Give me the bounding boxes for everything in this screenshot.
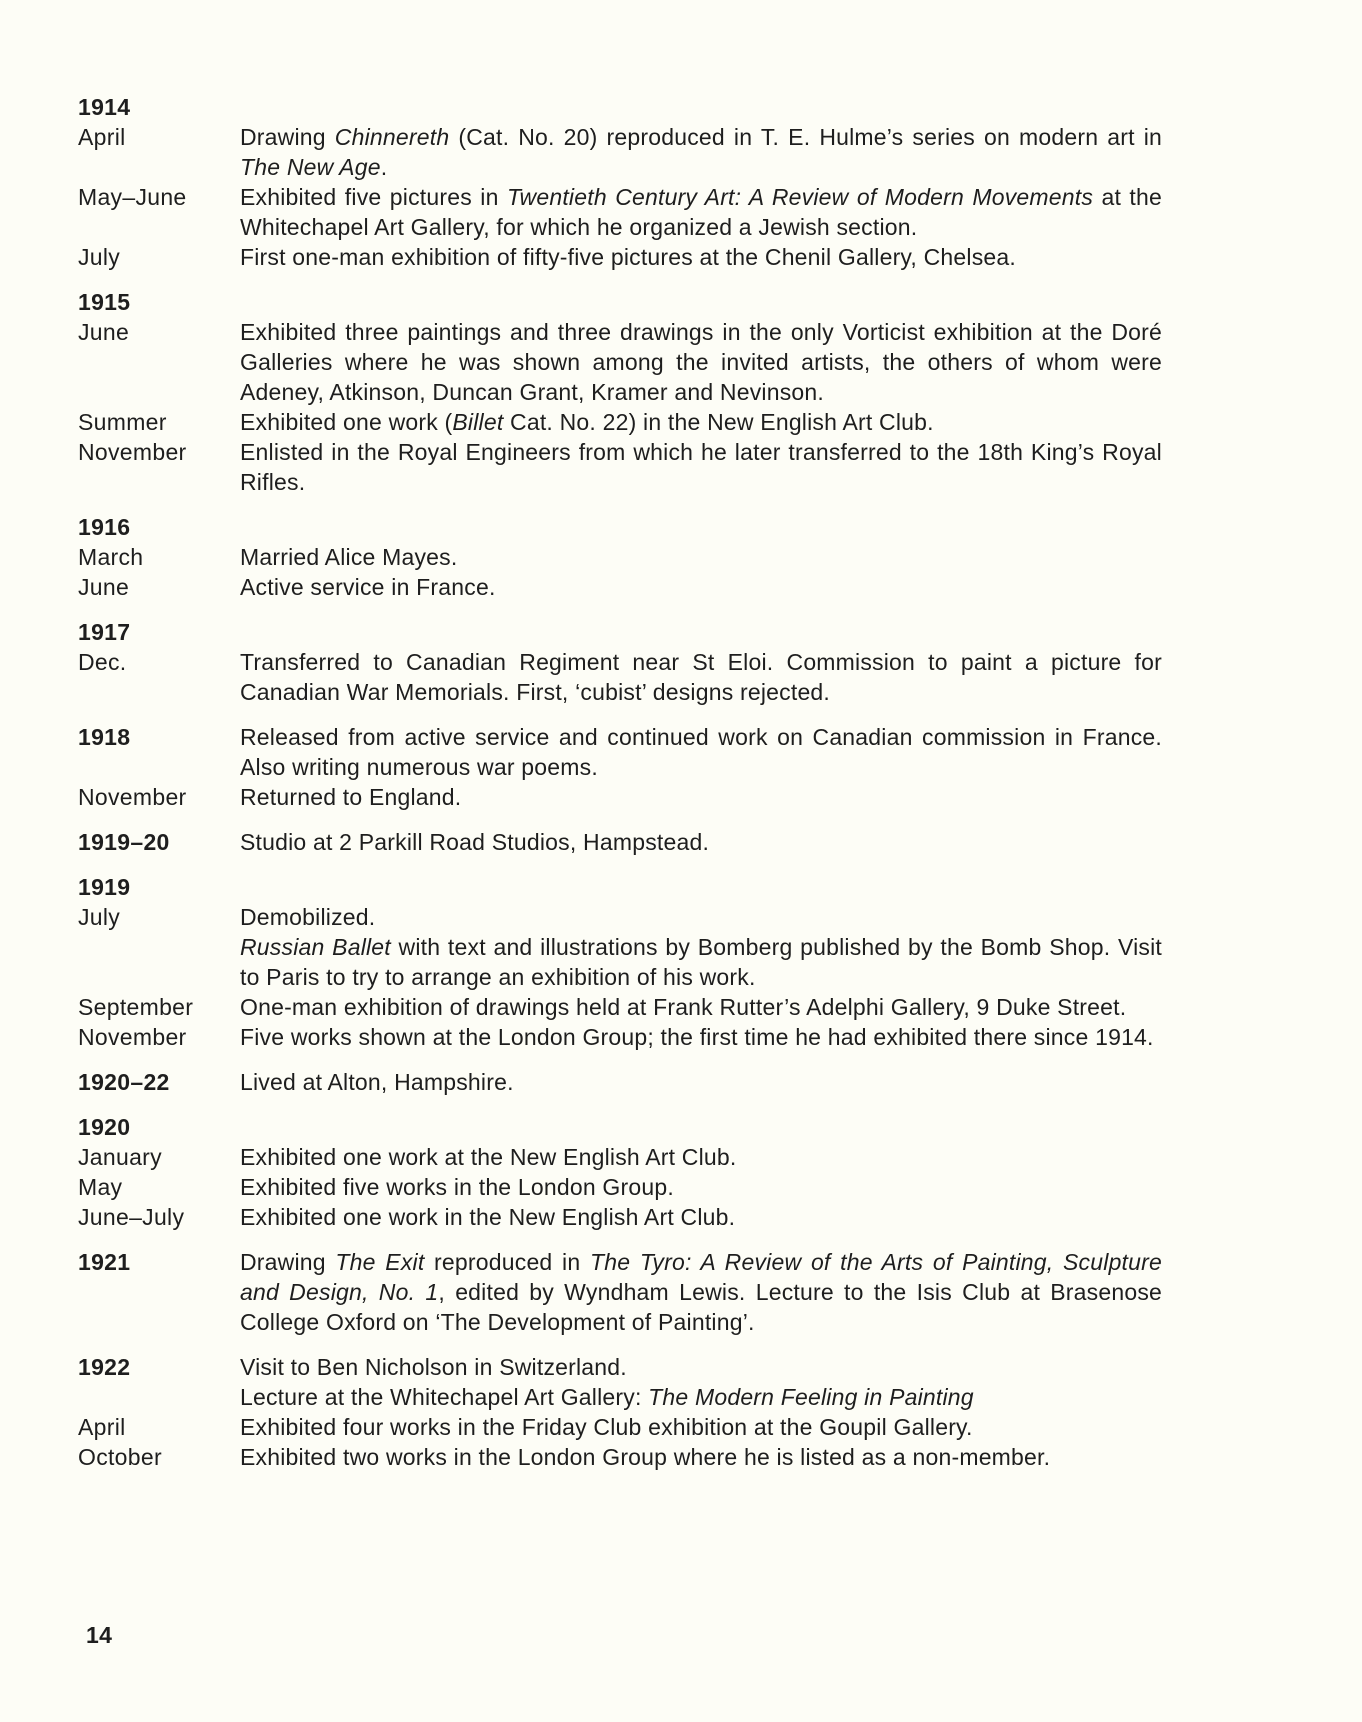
entry-month-label: June [78,574,130,600]
entry-paragraph [240,542,1162,572]
entry-year-label: 1918 [78,724,131,750]
entry-paragraph [240,827,1162,857]
italic-title: Russian Ballet [240,934,391,960]
entry-paragraph [240,182,1162,242]
text-run: Exhibited three paintings and three drawings in the only Vorticist exhibition at the Doré Galleries where he was shown among the invited artists, the others of whom were Adeney, Atkinson, Duncan Grant, Kramer and Nevinson. [240,319,1162,405]
entry-year-label: 1916 [78,514,131,540]
text-run: Cat. No. 22) in the New English Art Club. [503,409,934,435]
italic-title: The Exit [335,1249,425,1275]
chronology-entry [78,242,1162,272]
entry-paragraph [240,1202,1162,1232]
italic-title: The Modern Feeling in Painting [648,1384,974,1410]
entry-paragraph [240,722,1162,782]
entry-content [240,122,1162,182]
chronology-entry [78,92,1162,122]
chronology-entry [78,287,1162,317]
entry-content [240,1202,1162,1232]
chronology-entry [78,1247,1162,1337]
entry-month-label: July [78,244,121,270]
entry-content [240,182,1162,242]
chronology-entry [78,572,1162,602]
entry-month-label: November [78,784,187,810]
chronology-entry [78,1112,1162,1142]
chronology-entry [78,1172,1162,1202]
chronology-entry [78,317,1162,407]
chronology-entry [78,782,1162,812]
entry-year-label: 1920 [78,1114,131,1140]
entry-year-label: 1921 [78,1249,131,1275]
chronology-entry [78,1202,1162,1232]
entry-content [240,1352,1162,1412]
entry-year-label: 1922 [78,1354,131,1380]
text-run: Exhibited one work at the New English Art Club. [240,1144,737,1170]
entry-content [240,1022,1162,1052]
entry-content [240,782,1162,812]
entry-paragraph [240,1022,1162,1052]
entry-month-label: March [78,544,144,570]
entry-year-label: 1914 [78,94,131,120]
text-run: Exhibited one work ( [240,409,453,435]
italic-title: Billet [452,409,504,435]
entry-month-label: Dec. [78,649,127,675]
entry-year-label: 1919 [78,874,131,900]
entry-year-label: 1917 [78,619,131,645]
entry-paragraph [240,122,1162,182]
text-run: (Cat. No. 20) reproduced in T. E. Hulme’s series on modern art in [449,124,1162,150]
text-run: , edited by Wyndham Lewis. Lecture to the Isis Club at Brasenose College Oxford on ‘The Development of Painting’. [240,1279,1163,1335]
chronology-entry [78,407,1162,437]
text-run: Married Alice Mayes. [240,544,458,570]
chronology [78,92,1162,1472]
entry-content [240,317,1162,407]
entry-paragraph [240,1352,1162,1382]
entry-month-label: July [78,904,121,930]
entry-month-label: October [78,1444,162,1470]
text-run: with text and illustrations by Bomberg published by the Bomb Shop. Visit to Paris to try to arrange an exhibition of his work. [240,934,1162,990]
text-run: Drawing [240,124,335,150]
text-run: Enlisted in the Royal Engineers from which he later transferred to the 18th King’s Royal Rifles. [240,439,1162,495]
text-run: Transferred to Canadian Regiment near St Eloi. Commission to paint a picture for Canadian War Memorials. First, ‘cubist’ designs rejected. [240,649,1162,705]
entry-paragraph [240,1247,1162,1337]
entry-paragraph [240,1172,1162,1202]
entry-content [240,242,1162,272]
text-run: Lived at Alton, Hampshire. [240,1069,514,1095]
chronology-entry [78,902,1162,992]
text-run: One-man exhibition of drawings held at Frank Rutter’s Adelphi Gallery, 9 Duke Street. [240,994,1127,1020]
entry-month-label: April [78,124,126,150]
chronology-entry [78,992,1162,1022]
chronology-entry [78,1142,1162,1172]
entry-content [240,542,1162,572]
chronology-entry [78,617,1162,647]
entry-month-label: Summer [78,409,167,435]
text-run: Returned to England. [240,784,462,810]
entry-content [240,1067,1162,1097]
chronology-entry [78,722,1162,782]
entry-year-label: 1915 [78,289,131,315]
text-run: Five works shown at the London Group; the first time he had exhibited there since 1914. [240,1024,1154,1050]
chronology-entry [78,647,1162,707]
entry-month-label: May–June [78,184,187,210]
text-run: First one-man exhibition of fifty-five pictures at the Chenil Gallery, Chelsea. [240,244,1016,270]
entry-month-label: June–July [78,1204,185,1230]
chronology-entry [78,437,1162,497]
page-number: 14 [86,1622,113,1648]
entry-paragraph [240,992,1162,1022]
entry-month-label: January [78,1144,162,1170]
italic-title: Twentieth Century Art: A Review of Modern Movements [507,184,1094,210]
chronology-entry [78,1067,1162,1097]
entry-paragraph [240,902,1162,932]
chronology-entry [78,1352,1162,1412]
text-run: reproduced in [424,1249,591,1275]
entry-paragraph [240,1442,1162,1472]
italic-title: The New Age [240,154,381,180]
text-run: Active service in France. [240,574,496,600]
text-run: Studio at 2 Parkill Road Studios, Hampstead. [240,829,710,855]
text-run: Lecture at the Whitechapel Art Gallery: [240,1384,649,1410]
chronology-entry [78,512,1162,542]
entry-month-label: May [78,1174,123,1200]
chronology-entry [78,872,1162,902]
text-run: Demobilized. [240,904,376,930]
entry-content [240,1412,1162,1442]
entry-content [240,722,1162,782]
entry-paragraph [240,1382,1162,1412]
entry-paragraph [240,1067,1162,1097]
chronology-entry [78,182,1162,242]
italic-title: The Tyro: A Review of the Arts of Painting, Sculpture and Design, No. 1 [240,1249,1162,1305]
text-run: . [380,154,388,180]
entry-content [240,1172,1162,1202]
entry-month-label: November [78,1024,187,1050]
text-run: Released from active service and continued work on Canadian commission in France. Also writing numerous war poems. [240,724,1162,780]
entry-month-label: September [78,994,194,1020]
entry-content [240,992,1162,1022]
entry-content [240,572,1162,602]
text-run: Visit to Ben Nicholson in Switzerland. [240,1354,627,1380]
text-run: Exhibited four works in the Friday Club exhibition at the Goupil Gallery. [240,1414,973,1440]
entry-paragraph [240,572,1162,602]
chronology-entry [78,1412,1162,1442]
chronology-entry [78,827,1162,857]
entry-month-label: April [78,1414,126,1440]
text-run: Drawing [240,1249,336,1275]
chronology-entry [78,1442,1162,1472]
entry-content [240,902,1162,992]
text-run: Exhibited five works in the London Group. [240,1174,674,1200]
entry-paragraph [240,932,1162,992]
chronology-entry [78,1022,1162,1052]
entry-content [240,437,1162,497]
text-run: Exhibited five pictures in [240,184,507,210]
entry-content [240,1442,1162,1472]
chronology-entry [78,122,1162,182]
text-run: Exhibited one work in the New English Art Club. [240,1204,736,1230]
entry-paragraph [240,317,1162,407]
entry-year-label: 1920–22 [78,1069,170,1095]
entry-content [240,407,1162,437]
entry-paragraph [240,647,1162,707]
entry-paragraph [240,242,1162,272]
entry-month-label: November [78,439,187,465]
entry-paragraph [240,437,1162,497]
entry-paragraph [240,1142,1162,1172]
entry-content [240,1247,1162,1337]
entry-paragraph [240,1412,1162,1442]
entry-paragraph [240,407,1162,437]
entry-paragraph [240,782,1162,812]
entry-content [240,1142,1162,1172]
text-run: Exhibited two works in the London Group where he is listed as a non-member. [240,1444,1051,1470]
entry-month-label: June [78,319,130,345]
chronology-entry [78,542,1162,572]
entry-content [240,647,1162,707]
italic-title: Chinnereth [334,124,450,150]
entry-year-label: 1919–20 [78,829,170,855]
entry-content [240,827,1162,857]
text-run: at the Whitechapel Art Gallery, for which he organized a Jewish section. [240,184,1162,240]
